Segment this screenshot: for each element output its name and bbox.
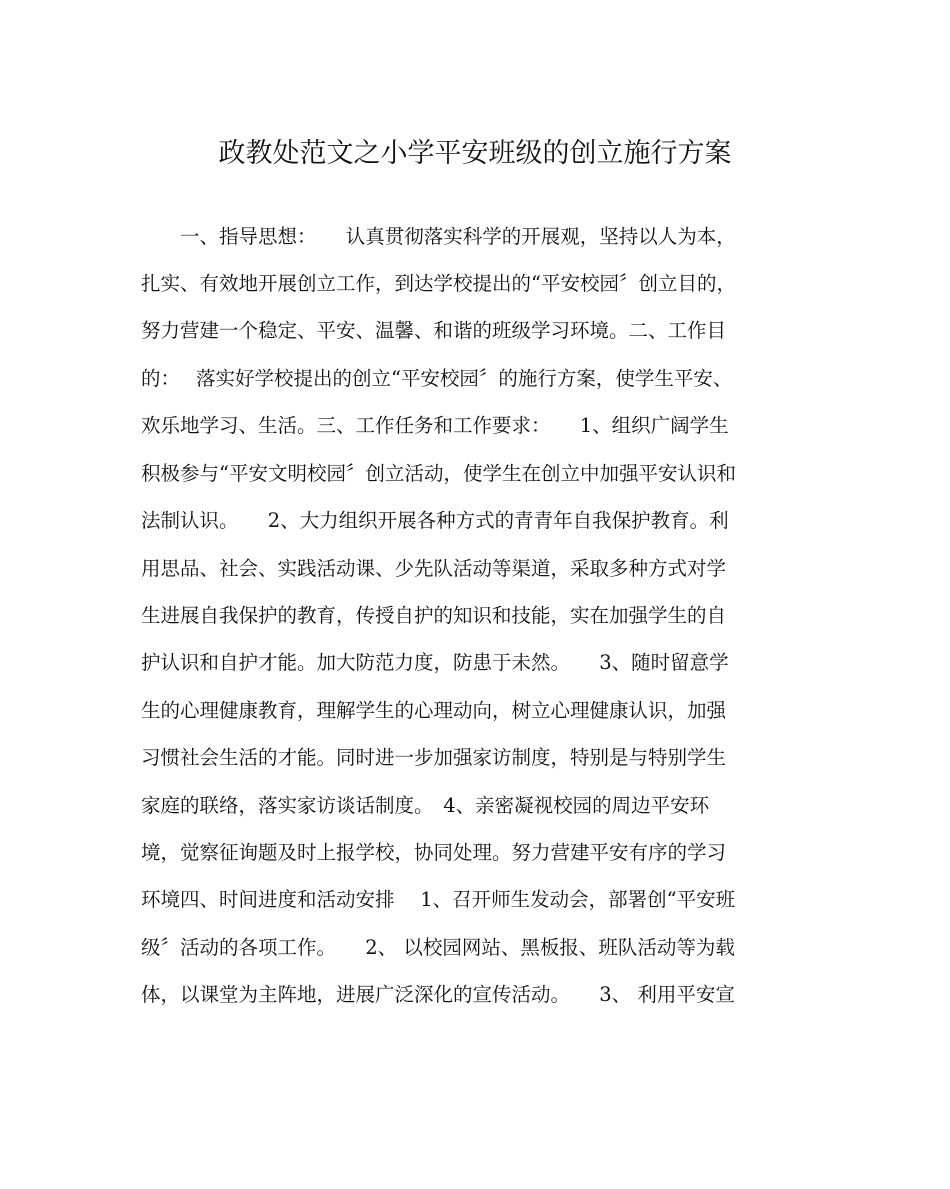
- body-line: 环境四、时间进度和活动安排 1、召开师生发动会，部署创“平安班: [141, 888, 736, 911]
- body-line: 用思品、社会、实践活动课、少先队活动等渠道，采取多种方式对学: [141, 557, 727, 580]
- body-line: 积极参与“平安文明校园〞创立活动，使学生在创立中加强平安认识和: [141, 462, 736, 485]
- body-line: 生的心理健康教育，理解学生的心理动向，树立心理健康认识，加强: [141, 699, 727, 722]
- body-line: 努力营建一个稳定、平安、温馨、和谐的班级学习环境。二、工作目: [141, 319, 727, 342]
- body-line: 境，觉察征询题及时上报学校，协同处理。努力营建平安有序的学习: [141, 841, 727, 864]
- body-line: 法制认识。 2、大力组织开展各种方式的青青年自我保护教育。利: [141, 509, 729, 532]
- body-line: 的： 落实好学校提出的创立“平安校园〞的施行方案，使学生平安、: [141, 367, 733, 390]
- body-line: 欢乐地学习、生活。三、工作任务和工作要求： 1、组织广阔学生: [141, 414, 729, 437]
- body-line: 习惯社会生活的才能。同时进一步加强家访制度，特别是与特别学生: [141, 746, 727, 769]
- body-line: 扎实、有效地开展创立工作，到达学校提出的“平安校园〞创立目的，: [141, 272, 736, 295]
- body-line: 体，以课堂为主阵地，进展广泛深化的宣传活动。 3、 利用平安宣: [141, 983, 735, 1006]
- document-title: 政教处范文之小学平安班级的创立施行方案: [218, 138, 732, 169]
- body-line: 护认识和自护才能。加大防范力度，防患于未然。 3、随时留意学: [141, 651, 729, 674]
- body-line: 一、指导思想： 认真贯彻落实科学的开展观，坚持以人为本，: [141, 225, 736, 248]
- body-line: 生进展自我保护的教育，传授自护的知识和技能，实在加强学生的自: [141, 604, 727, 627]
- body-line: 级〞活动的各项工作。 2、 以校园网站、黑板报、班队活动等为载: [141, 936, 735, 959]
- body-line: 家庭的联络，落实家访谈话制度。 4、亲密凝视校园的周边平安环: [141, 794, 710, 817]
